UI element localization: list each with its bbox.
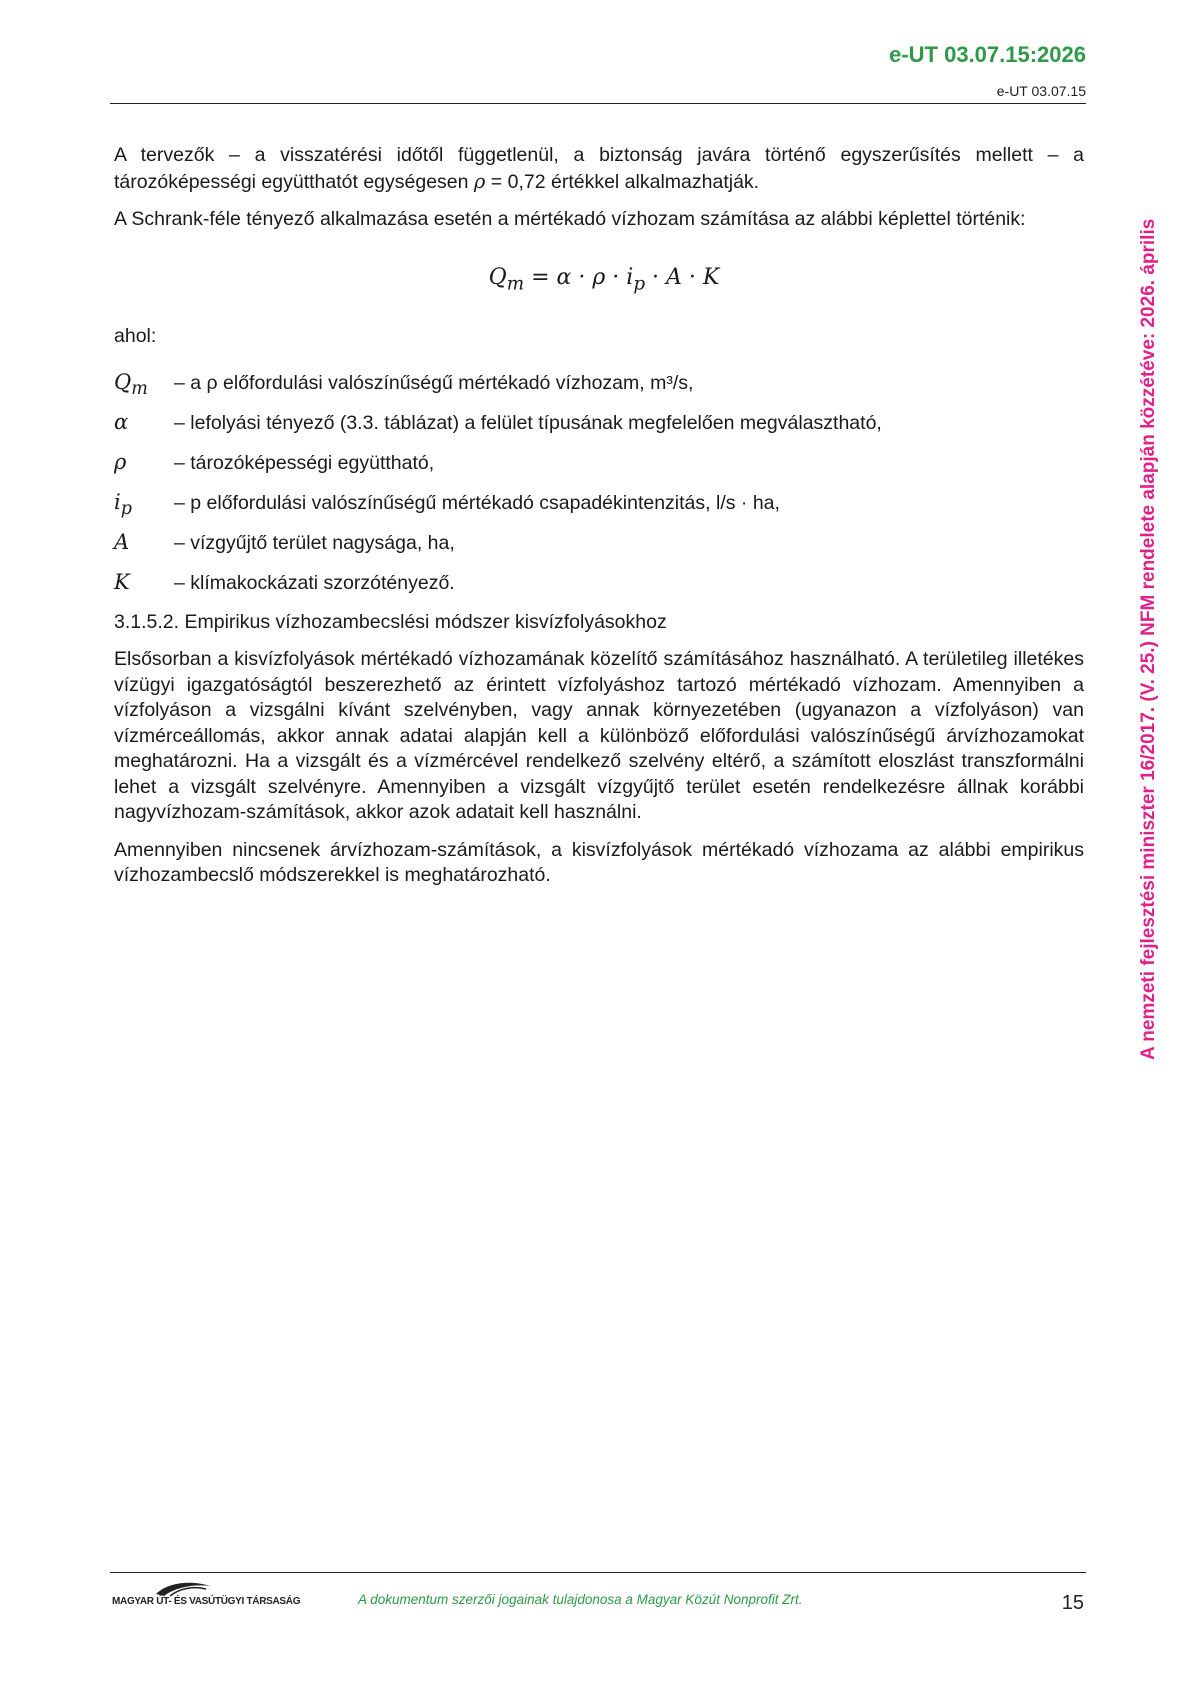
paragraph-no-flood-calculations: Amennyiben nincsenek árvízhozam-számítások, a kisvízfolyások mértékadó vízhozama az alábbi empirikus vízhozambecslő módszerekkel is meghatározható.	[114, 838, 1084, 887]
definition-row	[114, 570, 1084, 610]
page-content	[114, 143, 1084, 901]
copyright-notice: A dokumentum szerzői jogainak tulajdonosa a Magyar Közút Nonprofit Zrt.	[358, 1592, 803, 1607]
publication-notice-vertical: A nemzeti fejlesztési miniszter 16/2017. (V. 25.) NFM rendelete alapján közzétéve: 2026. április	[1138, 218, 1159, 1060]
paragraph-text: = 0,72 értékkel alkalmazhatják.	[485, 170, 760, 193]
definition-symbol: $Q_m$	[114, 369, 148, 400]
society-logo-text: MAGYAR ÚT- ÉS VASÚTÜGYI TÁRSASÁG	[112, 1596, 301, 1607]
definition-row	[114, 530, 1084, 570]
definition-text: – klímakockázati szorzótényező.	[174, 571, 455, 594]
footer-divider	[110, 1572, 1086, 1573]
definition-row	[114, 370, 1084, 410]
definition-text: – lefolyási tényező (3.3. táblázat) a felület típusának megfelelően megválasztható,	[174, 411, 882, 434]
definition-symbol: K	[114, 569, 130, 594]
definition-text: – tározóképességi együttható,	[174, 451, 435, 474]
definition-row	[114, 490, 1084, 530]
formula	[114, 265, 1084, 297]
formula-mid-sub: p	[633, 272, 646, 294]
definition-text: – a ρ előfordulási valószínűségű mértékadó vízhozam, m³/s,	[174, 371, 694, 394]
formula-lhs-sub: m	[506, 272, 525, 294]
paragraph-empirical-method: Elsősorban a kisvízfolyások mértékadó vízhozamának közelítő számításához használható. A területileg illetékes vízügyi igazgatóságtól beszerezhető az érintett vízfolyáshoz tartozó mértékadó vízhozam. Amennyiben a vízfolyáson a vizsgálni kívánt szelvényben, vagy annak környezetében (ugyanazon a vízfolyáson) van vízmérceállomás, akkor annak adatai alapján kell a különböző előfordulási valószínűségű árvízhozamokat meghatározni. Ha a vizsgált és a vízmércével rendelkező szelvény eltérő, a számított eloszlást transzformálni lehet a vizsgált szelvényre. Amennyiben a vizsgált vízgyűjtő terület esetén rendelkezésre állnak korábbi nagyvízhozam-számítások, akkor azok adatait kell használni.	[114, 648, 1084, 824]
paragraph-text: A tervezők – a visszatérési időtől függetlenül, a biztonság javára történő egyszerűsítés mellett – a tározóképességi együtthatót egységesen	[114, 144, 1084, 193]
paragraph-reservoir-coefficient	[114, 143, 1084, 195]
where-label: ahol:	[114, 325, 157, 348]
definition-list	[114, 370, 1084, 610]
definition-row	[114, 450, 1084, 490]
page-number: 15	[1061, 1592, 1084, 1614]
formula-mid: = α · ρ · i	[524, 264, 634, 290]
definition-symbol: ρ	[114, 449, 127, 474]
formula-lhs: Q	[488, 264, 507, 290]
definition-symbol: A	[114, 529, 130, 554]
definition-symbol: α	[114, 409, 129, 434]
definition-symbol: $i_p$	[114, 489, 132, 520]
definition-row	[114, 410, 1084, 450]
paragraph-schrank: A Schrank-féle tényező alkalmazása esetén a mértékadó vízhozam számítása az alábbi képlettel történik:	[114, 208, 1026, 230]
document-code: e-UT 03.07.15:2026	[889, 42, 1086, 67]
section-heading: 3.1.5.2. Empirikus vízhozambecslési módszer kisvízfolyásokhoz	[114, 610, 667, 633]
formula-rhs: · A · K	[645, 264, 720, 290]
definition-text: – p előfordulási valószínűségű mértékadó csapadékintenzitás, l/s · ha,	[174, 491, 780, 514]
definition-text: – vízgyűjtő terület nagysága, ha,	[174, 531, 455, 554]
header-divider	[110, 103, 1086, 104]
document-code-small: e-UT 03.07.15	[996, 83, 1086, 99]
rho-symbol: ρ	[473, 169, 486, 193]
